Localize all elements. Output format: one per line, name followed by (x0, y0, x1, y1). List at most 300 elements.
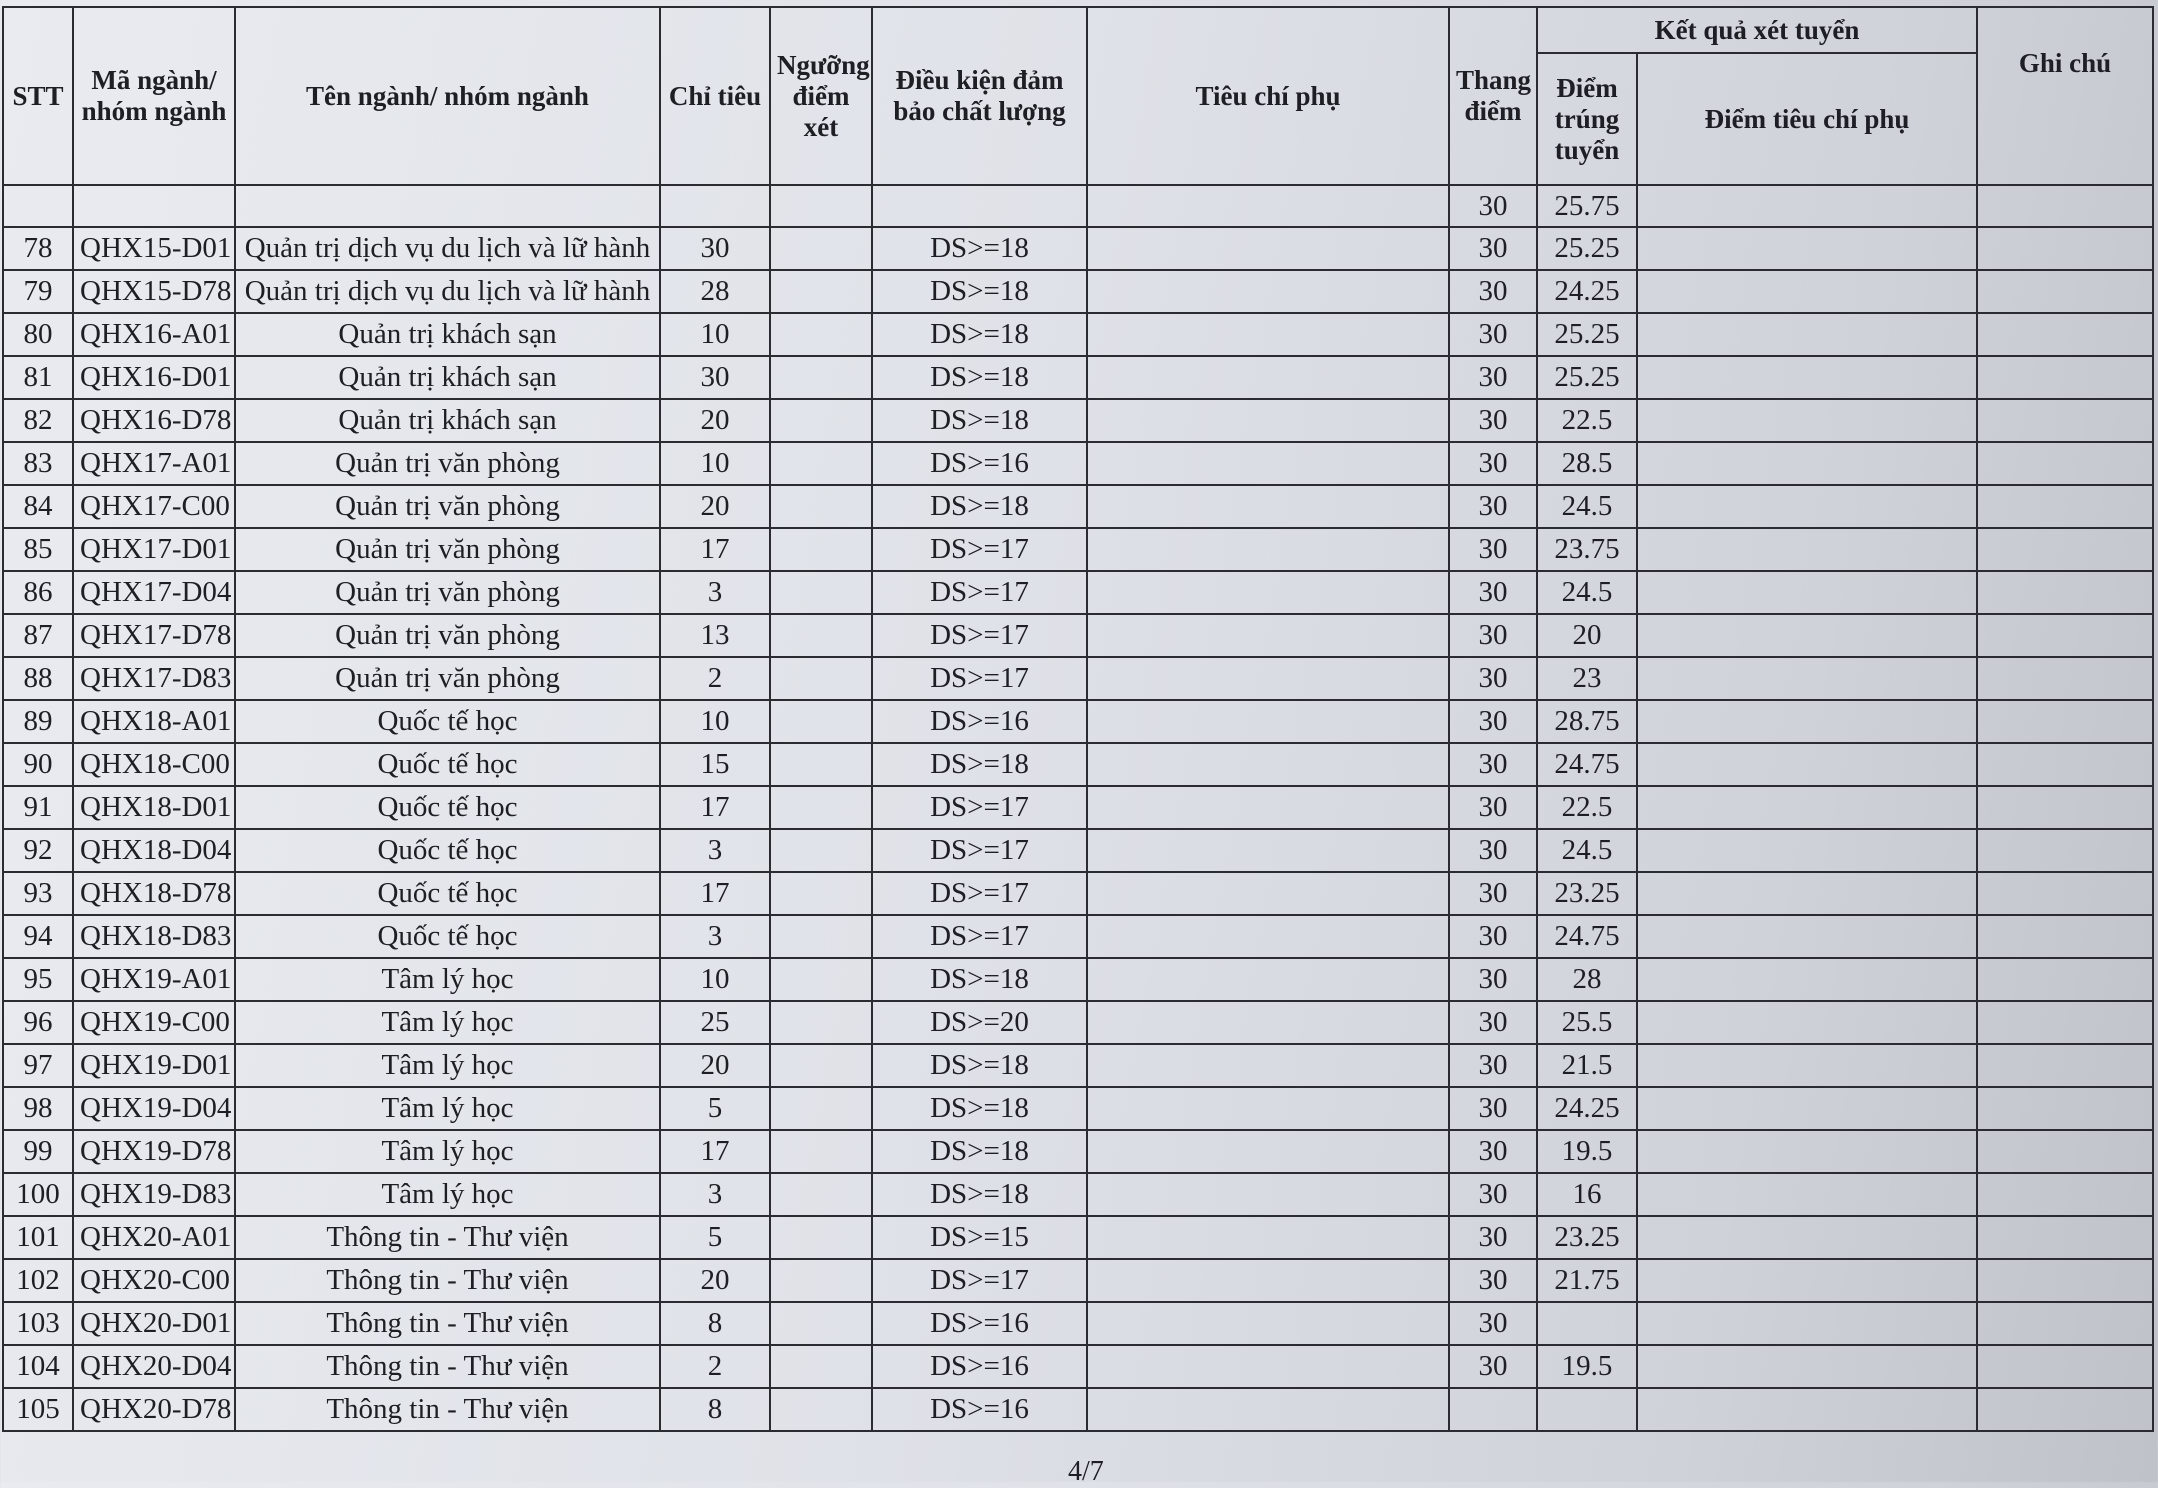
scale-cell: 30 (1449, 1302, 1537, 1345)
scale-cell: 30 (1449, 1130, 1537, 1173)
code-cell: QHX19-D04 (73, 1087, 235, 1130)
sub-criteria-cell (1087, 399, 1449, 442)
scale-cell: 30 (1449, 571, 1537, 614)
threshold-cell (770, 1388, 872, 1431)
score-cell: 24.5 (1537, 571, 1637, 614)
stt-cell: 88 (3, 657, 73, 700)
code-cell: QHX17-D83 (73, 657, 235, 700)
name-cell: Tâm lý học (235, 1087, 660, 1130)
score-cell: 28.5 (1537, 442, 1637, 485)
name-cell: Quốc tế học (235, 786, 660, 829)
name-cell: Quản trị dịch vụ du lịch và lữ hành (235, 270, 660, 313)
scale-cell: 30 (1449, 185, 1537, 227)
stt-cell: 93 (3, 872, 73, 915)
sub-criteria-cell (1087, 571, 1449, 614)
table-row (3, 528, 2153, 571)
quota-cell: 30 (660, 356, 770, 399)
scale-cell: 30 (1449, 442, 1537, 485)
sub-criteria-cell (1087, 1259, 1449, 1302)
sub-score-cell (1637, 227, 1977, 270)
sub-criteria-cell (1087, 1216, 1449, 1259)
name-cell: Quản trị văn phòng (235, 528, 660, 571)
stt-cell: 81 (3, 356, 73, 399)
scale-cell: 30 (1449, 1044, 1537, 1087)
sub-criteria-cell (1087, 185, 1449, 227)
condition-cell: DS>=16 (872, 700, 1087, 743)
name-cell: Tâm lý học (235, 1173, 660, 1216)
header-quota: Chỉ tiêu (660, 7, 770, 185)
sub-criteria-cell (1087, 915, 1449, 958)
table-row (3, 313, 2153, 356)
sub-score-cell (1637, 313, 1977, 356)
scale-cell: 30 (1449, 872, 1537, 915)
scale-cell: 30 (1449, 1259, 1537, 1302)
code-cell: QHX20-D01 (73, 1302, 235, 1345)
score-cell: 24.75 (1537, 743, 1637, 786)
code-cell (73, 185, 235, 227)
sub-score-cell (1637, 786, 1977, 829)
table-row (3, 1259, 2153, 1302)
sub-score-cell (1637, 185, 1977, 227)
quota-cell: 17 (660, 786, 770, 829)
quota-cell: 3 (660, 1173, 770, 1216)
score-cell: 23.25 (1537, 872, 1637, 915)
sub-criteria-cell (1087, 1388, 1449, 1431)
sub-criteria-cell (1087, 485, 1449, 528)
note-cell (1977, 700, 2153, 743)
sub-criteria-cell (1087, 1001, 1449, 1044)
note-cell (1977, 786, 2153, 829)
quota-cell: 15 (660, 743, 770, 786)
header-admission-score: Điểm trúng tuyển (1537, 53, 1637, 185)
sub-criteria-cell (1087, 227, 1449, 270)
score-cell: 25.25 (1537, 313, 1637, 356)
scale-cell: 30 (1449, 270, 1537, 313)
sub-criteria-cell (1087, 1302, 1449, 1345)
sub-score-cell (1637, 958, 1977, 1001)
name-cell: Quốc tế học (235, 915, 660, 958)
sub-score-cell (1637, 1044, 1977, 1087)
code-cell: QHX19-D83 (73, 1173, 235, 1216)
quota-cell: 3 (660, 829, 770, 872)
header-sub-score: Điểm tiêu chí phụ (1637, 53, 1977, 185)
threshold-cell (770, 1087, 872, 1130)
sub-criteria-cell (1087, 1044, 1449, 1087)
stt-cell: 105 (3, 1388, 73, 1431)
threshold-cell (770, 958, 872, 1001)
quota-cell: 5 (660, 1087, 770, 1130)
name-cell: Quản trị khách sạn (235, 399, 660, 442)
sub-criteria-cell (1087, 356, 1449, 399)
scale-cell: 30 (1449, 700, 1537, 743)
stt-cell: 97 (3, 1044, 73, 1087)
sub-score-cell (1637, 1388, 1977, 1431)
stt-cell: 82 (3, 399, 73, 442)
score-cell: 25.5 (1537, 1001, 1637, 1044)
table-row (3, 1130, 2153, 1173)
code-cell: QHX20-C00 (73, 1259, 235, 1302)
code-cell: QHX16-D01 (73, 356, 235, 399)
code-cell: QHX18-A01 (73, 700, 235, 743)
table-row (3, 786, 2153, 829)
quota-cell: 20 (660, 485, 770, 528)
score-cell: 21.75 (1537, 1259, 1637, 1302)
stt-cell: 104 (3, 1345, 73, 1388)
score-cell: 25.25 (1537, 227, 1637, 270)
note-cell (1977, 571, 2153, 614)
code-cell: QHX18-D78 (73, 872, 235, 915)
name-cell: Quốc tế học (235, 872, 660, 915)
sub-criteria-cell (1087, 1130, 1449, 1173)
score-cell: 19.5 (1537, 1130, 1637, 1173)
code-cell: QHX18-C00 (73, 743, 235, 786)
code-cell: QHX18-D04 (73, 829, 235, 872)
threshold-cell (770, 915, 872, 958)
quota-cell: 20 (660, 1259, 770, 1302)
sub-score-cell (1637, 399, 1977, 442)
note-cell (1977, 958, 2153, 1001)
threshold-cell (770, 1345, 872, 1388)
threshold-cell (770, 829, 872, 872)
table-row (3, 571, 2153, 614)
name-cell: Quản trị dịch vụ du lịch và lữ hành (235, 227, 660, 270)
table-row (3, 1173, 2153, 1216)
sub-criteria-cell (1087, 442, 1449, 485)
note-cell (1977, 485, 2153, 528)
score-cell (1537, 1388, 1637, 1431)
condition-cell: DS>=18 (872, 356, 1087, 399)
sub-criteria-cell (1087, 1087, 1449, 1130)
score-cell: 20 (1537, 614, 1637, 657)
stt-cell: 96 (3, 1001, 73, 1044)
header-row-top (3, 7, 2153, 53)
quota-cell: 17 (660, 528, 770, 571)
table-row (3, 1044, 2153, 1087)
sub-score-cell (1637, 442, 1977, 485)
sub-score-cell (1637, 1259, 1977, 1302)
quota-cell: 17 (660, 1130, 770, 1173)
name-cell: Thông tin - Thư viện (235, 1216, 660, 1259)
score-cell: 24.75 (1537, 915, 1637, 958)
threshold-cell (770, 485, 872, 528)
note-cell (1977, 1259, 2153, 1302)
quota-cell: 8 (660, 1388, 770, 1431)
name-cell: Quản trị văn phòng (235, 571, 660, 614)
sub-criteria-cell (1087, 700, 1449, 743)
table-row (3, 657, 2153, 700)
quota-cell: 17 (660, 872, 770, 915)
condition-cell: DS>=17 (872, 872, 1087, 915)
note-cell (1977, 1302, 2153, 1345)
quota-cell: 20 (660, 399, 770, 442)
score-cell: 23.25 (1537, 1216, 1637, 1259)
scale-cell: 30 (1449, 1345, 1537, 1388)
condition-cell: DS>=18 (872, 399, 1087, 442)
stt-cell: 91 (3, 786, 73, 829)
code-cell: QHX17-D01 (73, 528, 235, 571)
stt-cell: 85 (3, 528, 73, 571)
threshold-cell (770, 571, 872, 614)
scale-cell: 30 (1449, 356, 1537, 399)
name-cell: Quốc tế học (235, 829, 660, 872)
condition-cell: DS>=16 (872, 442, 1087, 485)
threshold-cell (770, 1216, 872, 1259)
table-row (3, 356, 2153, 399)
threshold-cell (770, 227, 872, 270)
stt-cell: 78 (3, 227, 73, 270)
condition-cell: DS>=17 (872, 528, 1087, 571)
code-cell: QHX17-C00 (73, 485, 235, 528)
name-cell: Quản trị văn phòng (235, 657, 660, 700)
sub-score-cell (1637, 1345, 1977, 1388)
name-cell: Tâm lý học (235, 958, 660, 1001)
threshold-cell (770, 1259, 872, 1302)
threshold-cell (770, 399, 872, 442)
note-cell (1977, 270, 2153, 313)
code-cell: QHX15-D78 (73, 270, 235, 313)
note-cell (1977, 185, 2153, 227)
threshold-cell (770, 1173, 872, 1216)
condition-cell: DS>=18 (872, 958, 1087, 1001)
stt-cell: 90 (3, 743, 73, 786)
sub-score-cell (1637, 829, 1977, 872)
sub-criteria-cell (1087, 614, 1449, 657)
scale-cell: 30 (1449, 528, 1537, 571)
score-cell: 24.25 (1537, 270, 1637, 313)
table-row (3, 1001, 2153, 1044)
code-cell: QHX15-D01 (73, 227, 235, 270)
name-cell (235, 185, 660, 227)
code-cell: QHX18-D01 (73, 786, 235, 829)
stt-cell: 87 (3, 614, 73, 657)
stt-cell: 102 (3, 1259, 73, 1302)
code-cell: QHX20-D78 (73, 1388, 235, 1431)
note-cell (1977, 1087, 2153, 1130)
table-row (3, 270, 2153, 313)
sub-criteria-cell (1087, 872, 1449, 915)
sub-score-cell (1637, 743, 1977, 786)
scale-cell: 30 (1449, 1216, 1537, 1259)
header-name: Tên ngành/ nhóm ngành (235, 7, 660, 185)
sub-score-cell (1637, 614, 1977, 657)
sub-score-cell (1637, 571, 1977, 614)
name-cell: Tâm lý học (235, 1130, 660, 1173)
sub-criteria-cell (1087, 1173, 1449, 1216)
sub-criteria-cell (1087, 1345, 1449, 1388)
sub-score-cell (1637, 1130, 1977, 1173)
code-cell: QHX19-D78 (73, 1130, 235, 1173)
quota-cell: 20 (660, 1044, 770, 1087)
name-cell: Tâm lý học (235, 1044, 660, 1087)
stt-cell: 101 (3, 1216, 73, 1259)
condition-cell: DS>=17 (872, 829, 1087, 872)
code-cell: QHX20-A01 (73, 1216, 235, 1259)
scale-cell: 30 (1449, 743, 1537, 786)
code-cell: QHX20-D04 (73, 1345, 235, 1388)
sub-criteria-cell (1087, 657, 1449, 700)
sub-criteria-cell (1087, 313, 1449, 356)
condition-cell: DS>=17 (872, 915, 1087, 958)
score-cell: 19.5 (1537, 1345, 1637, 1388)
name-cell: Quản trị văn phòng (235, 485, 660, 528)
scale-cell: 30 (1449, 1001, 1537, 1044)
score-cell: 25.25 (1537, 356, 1637, 399)
threshold-cell (770, 786, 872, 829)
code-cell: QHX17-D78 (73, 614, 235, 657)
threshold-cell (770, 743, 872, 786)
note-cell (1977, 1001, 2153, 1044)
note-cell (1977, 743, 2153, 786)
table-row (3, 829, 2153, 872)
quota-cell: 30 (660, 227, 770, 270)
table-row (3, 399, 2153, 442)
sub-score-cell (1637, 657, 1977, 700)
table-row (3, 485, 2153, 528)
threshold-cell (770, 356, 872, 399)
stt-cell: 100 (3, 1173, 73, 1216)
condition-cell: DS>=17 (872, 614, 1087, 657)
table-row (3, 743, 2153, 786)
condition-cell: DS>=20 (872, 1001, 1087, 1044)
quota-cell: 3 (660, 571, 770, 614)
score-cell (1537, 1302, 1637, 1345)
threshold-cell (770, 872, 872, 915)
sub-score-cell (1637, 528, 1977, 571)
quota-cell: 28 (660, 270, 770, 313)
note-cell (1977, 915, 2153, 958)
note-cell (1977, 1345, 2153, 1388)
scale-cell: 30 (1449, 1173, 1537, 1216)
name-cell: Thông tin - Thư viện (235, 1259, 660, 1302)
condition-cell: DS>=17 (872, 657, 1087, 700)
threshold-cell (770, 614, 872, 657)
condition-cell: DS>=18 (872, 227, 1087, 270)
note-cell (1977, 1173, 2153, 1216)
condition-cell: DS>=18 (872, 270, 1087, 313)
threshold-cell (770, 313, 872, 356)
threshold-cell (770, 1044, 872, 1087)
table-row (3, 1388, 2153, 1431)
condition-cell: DS>=17 (872, 571, 1087, 614)
note-cell (1977, 872, 2153, 915)
note-cell (1977, 1388, 2153, 1431)
code-cell: QHX17-D04 (73, 571, 235, 614)
condition-cell: DS>=16 (872, 1345, 1087, 1388)
condition-cell: DS>=15 (872, 1216, 1087, 1259)
condition-cell: DS>=18 (872, 313, 1087, 356)
threshold-cell (770, 185, 872, 227)
stt-cell: 84 (3, 485, 73, 528)
sub-score-cell (1637, 1302, 1977, 1345)
sub-score-cell (1637, 270, 1977, 313)
quota-cell (660, 185, 770, 227)
condition-cell: DS>=16 (872, 1302, 1087, 1345)
condition-cell (872, 185, 1087, 227)
name-cell: Thông tin - Thư viện (235, 1345, 660, 1388)
note-cell (1977, 356, 2153, 399)
sub-criteria-cell (1087, 786, 1449, 829)
sub-criteria-cell (1087, 743, 1449, 786)
score-cell: 21.5 (1537, 1044, 1637, 1087)
note-cell (1977, 227, 2153, 270)
table-row-continuation (3, 185, 2153, 227)
header-scale: Thang điểm (1449, 7, 1537, 185)
threshold-cell (770, 657, 872, 700)
sub-score-cell (1637, 872, 1977, 915)
condition-cell: DS>=18 (872, 743, 1087, 786)
condition-cell: DS>=17 (872, 786, 1087, 829)
name-cell: Quốc tế học (235, 743, 660, 786)
code-cell: QHX16-A01 (73, 313, 235, 356)
table-row (3, 1302, 2153, 1345)
code-cell: QHX18-D83 (73, 915, 235, 958)
threshold-cell (770, 442, 872, 485)
table-row (3, 227, 2153, 270)
condition-cell: DS>=18 (872, 1130, 1087, 1173)
condition-cell: DS>=17 (872, 1259, 1087, 1302)
note-cell (1977, 1216, 2153, 1259)
stt-cell: 103 (3, 1302, 73, 1345)
scale-cell: 30 (1449, 829, 1537, 872)
sub-criteria-cell (1087, 270, 1449, 313)
score-cell: 28 (1537, 958, 1637, 1001)
note-cell (1977, 399, 2153, 442)
sub-score-cell (1637, 485, 1977, 528)
quota-cell: 2 (660, 1345, 770, 1388)
score-cell: 24.25 (1537, 1087, 1637, 1130)
name-cell: Quản trị văn phòng (235, 442, 660, 485)
scale-cell: 30 (1449, 958, 1537, 1001)
header-note: Ghi chú (1977, 7, 2153, 185)
condition-cell: DS>=18 (872, 485, 1087, 528)
stt-cell: 98 (3, 1087, 73, 1130)
quota-cell: 13 (660, 614, 770, 657)
note-cell (1977, 829, 2153, 872)
sub-score-cell (1637, 356, 1977, 399)
condition-cell: DS>=18 (872, 1173, 1087, 1216)
quota-cell: 3 (660, 915, 770, 958)
sub-criteria-cell (1087, 829, 1449, 872)
table-row (3, 872, 2153, 915)
score-cell: 23.75 (1537, 528, 1637, 571)
condition-cell: DS>=16 (872, 1388, 1087, 1431)
threshold-cell (770, 1130, 872, 1173)
table-row (3, 958, 2153, 1001)
code-cell: QHX19-C00 (73, 1001, 235, 1044)
sub-criteria-cell (1087, 528, 1449, 571)
scale-cell: 30 (1449, 786, 1537, 829)
note-cell (1977, 1044, 2153, 1087)
score-cell: 24.5 (1537, 829, 1637, 872)
sub-score-cell (1637, 700, 1977, 743)
sub-score-cell (1637, 1087, 1977, 1130)
header-threshold: Ngưỡng điểm xét (770, 7, 872, 185)
stt-cell: 94 (3, 915, 73, 958)
condition-cell: DS>=18 (872, 1044, 1087, 1087)
scale-cell: 30 (1449, 915, 1537, 958)
page-number: 4/7 (1068, 1456, 1104, 1487)
name-cell: Quốc tế học (235, 700, 660, 743)
header-code: Mã ngành/ nhóm ngành (73, 7, 235, 185)
threshold-cell (770, 1302, 872, 1345)
threshold-cell (770, 270, 872, 313)
name-cell: Tâm lý học (235, 1001, 660, 1044)
scale-cell: 30 (1449, 1087, 1537, 1130)
scale-cell: 30 (1449, 399, 1537, 442)
threshold-cell (770, 700, 872, 743)
quota-cell: 10 (660, 958, 770, 1001)
table-row (3, 1216, 2153, 1259)
